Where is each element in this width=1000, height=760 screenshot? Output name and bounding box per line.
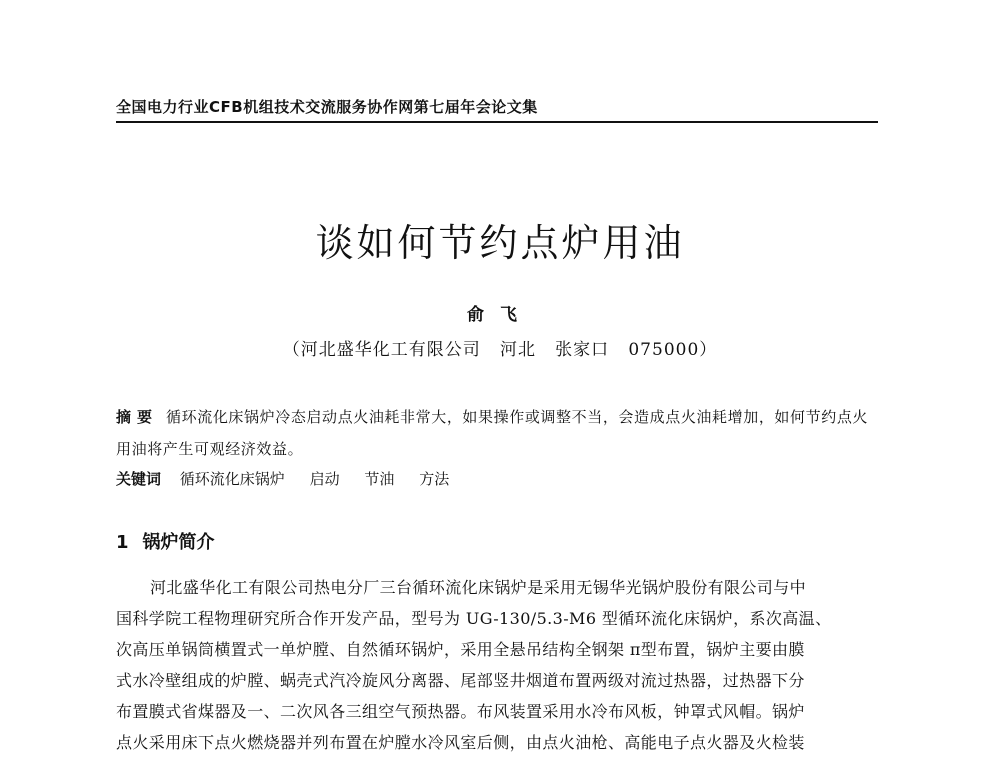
body-line: 次高压单锅筒横置式一单炉膛、自然循环锅炉，采用全悬吊结构全钢架 π型布置，锅炉主要由膜	[116, 640, 805, 659]
body-line: 河北盛华化工有限公司热电分厂三台循环流化床锅炉是采用无锡华光锅炉股份有限公司与中	[150, 578, 807, 597]
author-name: 俞飞	[467, 305, 533, 325]
author-affiliation: （河北盛华化工有限公司 河北 张家口 075000）	[282, 340, 718, 360]
body-line: 点火采用床下点火燃烧器并列布置在炉膛水冷风室后侧，由点火油枪、高能电子点火器及火检装	[116, 733, 805, 752]
body-paragraph	[116, 572, 882, 758]
keywords	[116, 465, 882, 493]
section-number: 1	[116, 532, 129, 553]
header-rule	[116, 121, 878, 123]
keyword-item: 节油	[364, 470, 395, 488]
abstract-text: 循环流化床锅炉冷态启动点火油耗非常大，如果操作或调整不当，会造成点火油耗增加，如何节约点火用油将产生可观经济效益。	[116, 408, 869, 458]
section-title: 锅炉简介	[142, 532, 215, 553]
body-line: 国科学院工程物理研究所合作开发产品，型号为 UG-130/5.3-M6 型循环流化床锅炉，系次高温、	[116, 609, 832, 628]
keyword-item: 方法	[419, 470, 450, 488]
body-line: 式水冷壁组成的炉膛、蜗壳式汽冷旋风分离器、尾部竖井烟道布置两级对流过热器，过热器下分	[116, 671, 805, 690]
keyword-item: 循环流化床锅炉	[179, 470, 285, 488]
paper-title: 谈如何节约点炉用油	[315, 221, 685, 265]
keywords-label: 关键词	[116, 470, 162, 488]
abstract-label: 摘要	[116, 408, 159, 426]
running-header: 全国电力行业CFB机组技术交流服务协作网第七届年会论文集	[116, 98, 538, 116]
body-line: 布置膜式省煤器及一、二次风各三组空气预热器。布风装置采用水冷布风板，钟罩式风帽。锅炉	[116, 702, 805, 721]
keyword-item: 启动	[309, 470, 340, 488]
section-heading	[116, 528, 215, 554]
abstract	[116, 401, 882, 465]
